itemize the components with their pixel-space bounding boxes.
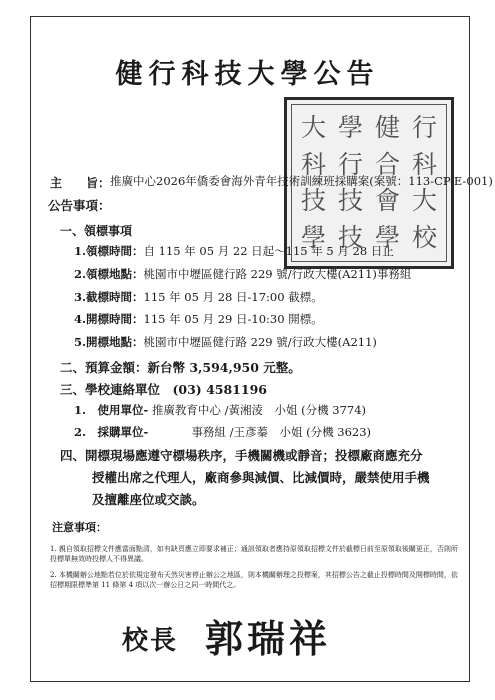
contact-row xyxy=(74,402,366,418)
section4-line: 及擅離座位或交談。 xyxy=(92,492,205,507)
seal-char: 大 xyxy=(300,113,326,142)
contact-unit: 事務組 xyxy=(191,425,226,439)
section3-heading: 三、學校連絡單位 (03) 4581196 xyxy=(60,382,267,397)
note-item: 1. 親自領取招標文件應當面點清，如有缺頁應立即要求補正；通訊領取者應持原領取招標文件於截標日前至原領取後關更正，否則所投標單無效時投標人不得異議。 xyxy=(50,545,458,563)
seal-char: 健 xyxy=(374,113,400,142)
seal-char: 會 xyxy=(374,186,400,215)
section2-budget: 二、預算金額：新台幣 3,594,950 元整。 xyxy=(60,360,301,375)
seal-char: 技 xyxy=(300,186,326,215)
seal-char: 大 xyxy=(411,186,437,215)
seal-char: 技 xyxy=(337,186,363,215)
list-item xyxy=(74,289,323,305)
list-item xyxy=(74,243,394,259)
notice-heading: 公告事項： xyxy=(48,198,111,213)
item-label: 4.開標時間： xyxy=(74,312,144,326)
contact-label: 2. 採購單位- xyxy=(74,425,149,439)
list-item xyxy=(74,334,377,350)
item-value: 115 年 05 月 28 日-17:00 截標。 xyxy=(143,290,323,304)
seal-char: 科 xyxy=(411,149,437,179)
contact-person: /黃湘淩 小姐 (分機 3774) xyxy=(224,403,367,417)
contact-row xyxy=(74,424,371,440)
subject-text: 推廣中心2026年僑委會海外青年技術訓練班採購案(案號：113-CP-E-001) xyxy=(110,174,493,188)
seal-char: 合 xyxy=(374,149,400,179)
list-item xyxy=(74,266,411,282)
notes-heading: 注意事項： xyxy=(52,521,107,534)
item-label: 3.截標時間： xyxy=(74,290,144,304)
list-item xyxy=(74,311,323,327)
item-value: 自 115 年 05 月 22 日起～115 年 5 月 28 日止 xyxy=(143,244,394,258)
seal-char: 技 xyxy=(337,222,363,252)
contact-person: /王彥蓁 小姐 (分機 3623) xyxy=(229,425,372,439)
section4-line: 四、開標現場應遵守標場秩序，手機關機或靜音；投標廠商應充分 xyxy=(60,448,423,463)
item-value: 桃園市中壢區健行路 229 號/行政大樓(A211)事務組 xyxy=(143,267,412,281)
section4-line: 授權出席之代理人，廠商參與減價、比減價時，嚴禁使用手機 xyxy=(92,470,430,485)
note-item: 2. 本機關辦公地點若位於依規定發布天然災害停止辦公之地區，則本機關辦理之投標案，其招標公告之截止投標時間及開標時間，依招標期限標準第 11 條第 4 項以次一辦公日之同一時間代之。 xyxy=(50,571,458,589)
signature-label: 校長 xyxy=(122,626,179,656)
contact-label: 1. 使用單位- xyxy=(74,403,149,417)
seal-char: 學 xyxy=(300,222,326,252)
item-value: 115 年 05 月 29 日-10:30 開標。 xyxy=(143,312,323,326)
seal-char: 行 xyxy=(411,113,437,142)
section1-heading: 一、領標事項 xyxy=(60,224,133,238)
signature-name: 郭瑞祥 xyxy=(205,616,332,661)
contact-unit: 推廣教育中心 xyxy=(151,403,221,417)
seal-char: 校 xyxy=(411,222,437,252)
seal-char: 行 xyxy=(337,149,363,179)
item-label: 2.領標地點： xyxy=(74,267,144,281)
item-label: 5.開標地點： xyxy=(74,335,144,349)
seal-char: 學 xyxy=(337,113,363,142)
item-value: 桃園市中壢區健行路 229 號/行政大樓(A211) xyxy=(143,335,377,349)
seal-char: 學 xyxy=(374,222,400,252)
document-title: 健行科技大學公告 xyxy=(115,59,380,90)
item-label: 1.領標時間： xyxy=(74,244,144,258)
subject-label: 主 旨： xyxy=(50,176,111,190)
seal-char: 科 xyxy=(300,149,326,179)
